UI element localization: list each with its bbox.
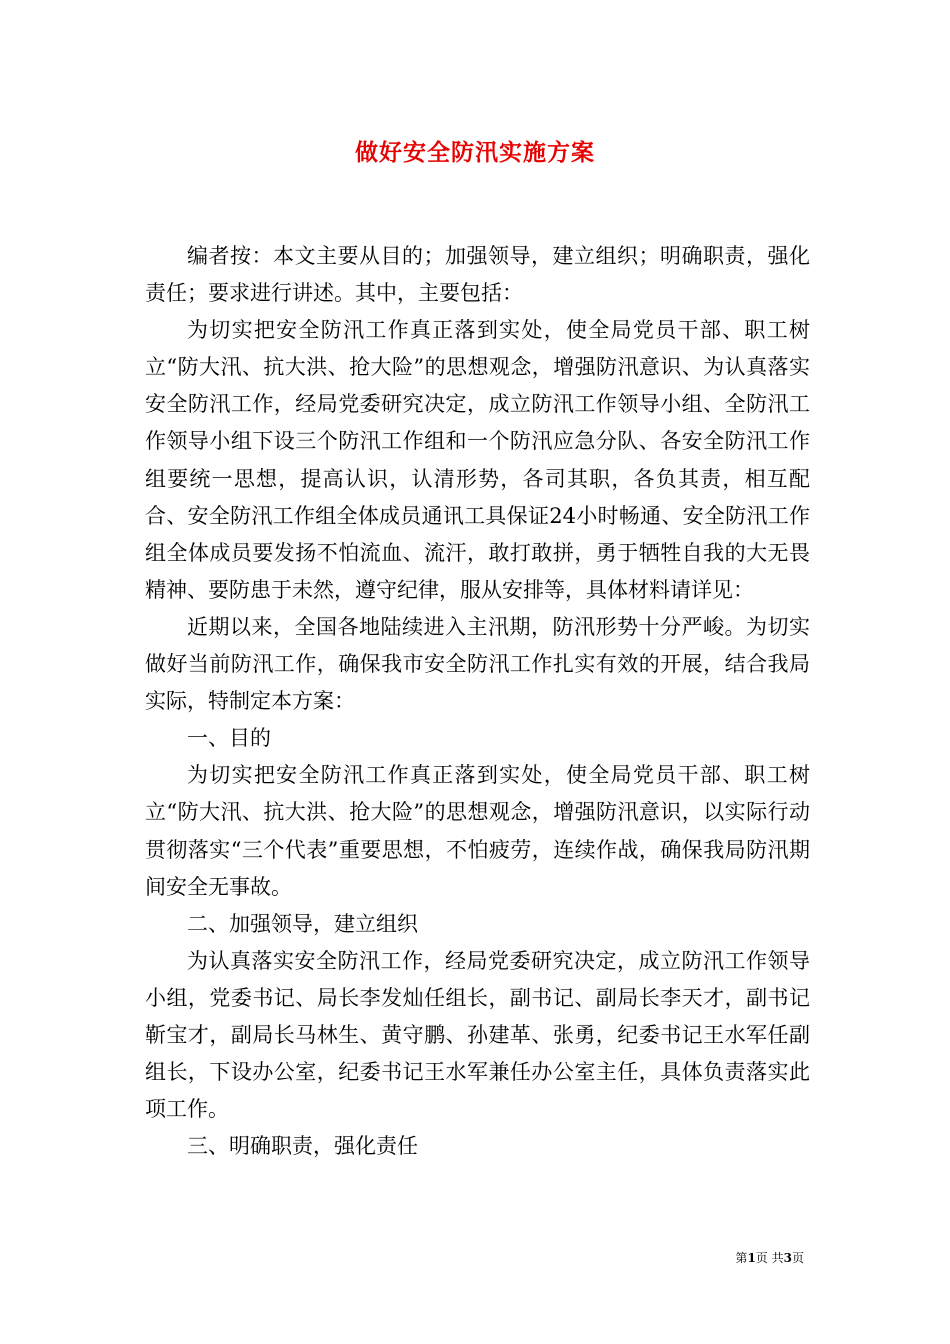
paragraph-purpose: 为切实把安全防汛工作真正落到实处，使全局党员干部、职工树立“防大汛、抗大洪、抢大险”的思想观念，增强防汛意识，以实际行动贯彻落实“三个代表”重要思想，不怕疲劳，连续作战，确保我局防汛期间安全无事故。	[145, 763, 810, 899]
footer-middle: 页 共	[755, 1251, 784, 1265]
section-heading-duties: 三、明确职责，强化责任	[187, 1134, 418, 1159]
paragraph-summary: 为切实把安全防汛工作真正落到实处，使全局党员干部、职工树立“防大汛、抗大洪、抢大险”的思想观念，增强防汛意识、为认真落实安全防汛工作，经局党委研究决定，成立防汛工作领导小组、全防汛工作领导小组下设三个防汛工作组和一个防汛应急分队、各安全防汛工作组要统一思想，提高认识，认清形势，各司其职，各负其责，相互配合、安全防汛工作组全体成员通讯工具保证24小时畅通、安全防汛工作组全体成员要发扬不怕流血、流汗，敢打敢拼，勇于牺牲自我的大无畏精神、要防患于未然，遵守纪律，服从安排等，具体材料请详见：	[145, 318, 810, 602]
section-heading-leadership: 二、加强领导，建立组织	[187, 911, 418, 936]
document-body	[145, 238, 810, 1165]
paragraph-intro: 近期以来，全国各地陆续进入主汛期，防汛形势十分严峻。为切实做好当前防汛工作，确保我市安全防汛工作扎实有效的开展，结合我局实际，特制定本方案：	[145, 614, 810, 714]
total-page-number: 3	[783, 1251, 792, 1265]
section-heading-purpose: 一、目的	[187, 726, 271, 751]
paragraph-editor-note: 编者按：本文主要从目的；加强领导，建立组织；明确职责，强化责任；要求进行讲述。其中，主要包括：	[145, 244, 810, 306]
paragraph-leadership: 为认真落实安全防汛工作，经局党委研究决定，成立防汛工作领导小组，党委书记、局长李发灿任组长，副书记、副局长李天才，副书记靳宝才，副局长马林生、黄守鹏、孙建革、张勇，纪委书记王水军任副组长，下设办公室，纪委书记王水军兼任办公室主任，具体负责落实此项工作。	[145, 948, 810, 1122]
page-footer	[735, 1249, 804, 1266]
current-page-number: 1	[747, 1251, 756, 1265]
document-title: 做好安全防汛实施方案	[355, 139, 595, 166]
footer-suffix: 页	[791, 1251, 804, 1265]
footer-prefix: 第	[735, 1251, 748, 1265]
